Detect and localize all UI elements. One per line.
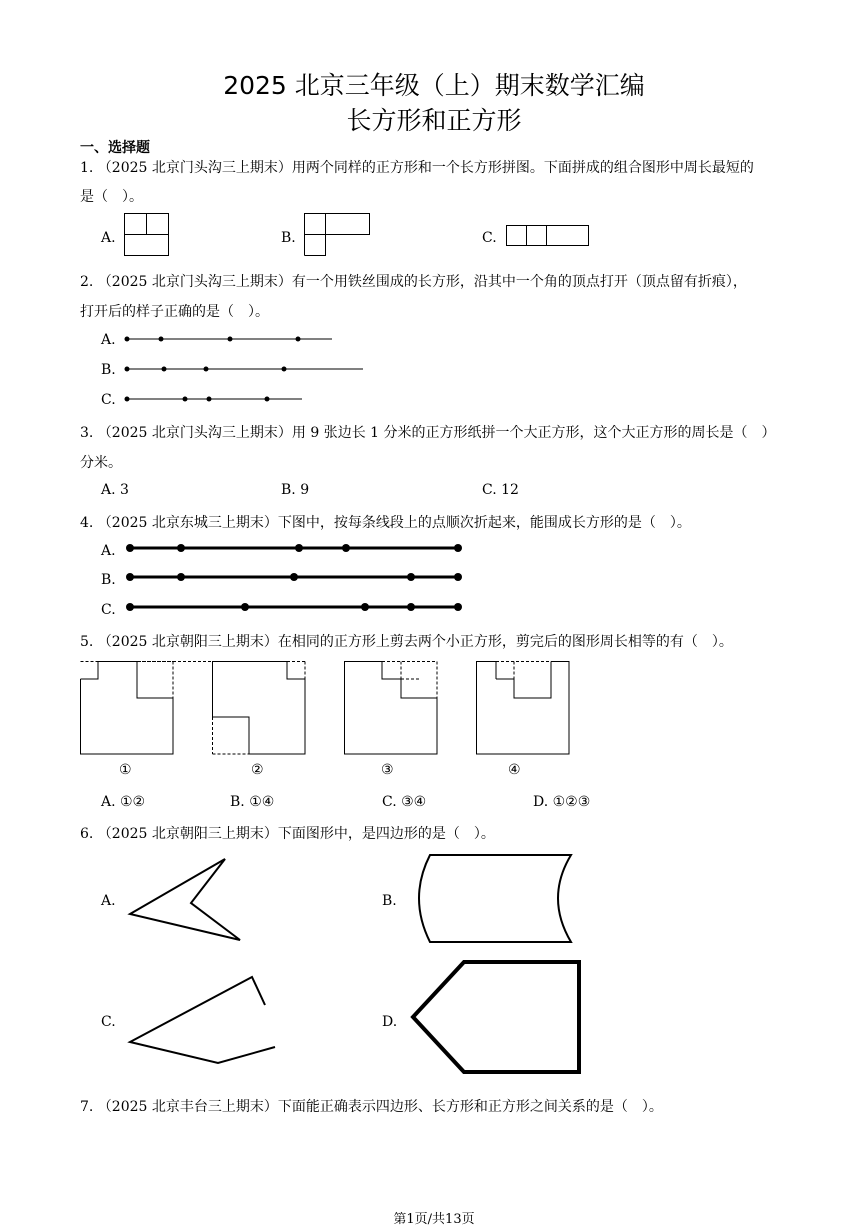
q5-figure-label-4: ④ xyxy=(508,762,521,778)
q4-option-a-label: A. xyxy=(101,543,116,559)
q3-option-c: C. 12 xyxy=(482,482,519,498)
q5-option-d: D. ①②③ xyxy=(533,794,591,810)
q5-text-line1: 5. （2025 北京朝阳三上期末）在相同的正方形上剪去两个小正方形，剪完后的图形周长相等的有（ ）。 xyxy=(80,634,733,650)
q1-figure-a xyxy=(124,213,172,257)
q5-figure-4 xyxy=(476,661,571,756)
q6-option-a-label: A. xyxy=(101,893,116,909)
q1-figure-c xyxy=(506,225,590,247)
q6-text-line1: 6. （2025 北京朝阳三上期末）下面图形中，是四边形的是（ ）。 xyxy=(80,826,495,842)
q6-figure-c xyxy=(125,972,280,1067)
q6-figure-d xyxy=(408,959,584,1079)
q2-figure-b xyxy=(120,362,370,376)
q6-figure-a xyxy=(125,855,245,945)
q4-text-line1: 4. （2025 北京东城三上期末）下图中，按每条线段上的点顺次折起来，能围成长方形的是（ ）。 xyxy=(80,515,691,531)
page-title: 2025 北京三年级（上）期末数学汇编 xyxy=(223,71,645,100)
page-footer: 第1页/共13页 xyxy=(393,1212,475,1227)
q2-option-a-label: A. xyxy=(101,332,116,348)
q6-option-d-label: D. xyxy=(382,1014,398,1030)
q3-text-line1: 3. （2025 北京门头沟三上期末）用 9 张边长 1 分米的正方形纸拼一个大正方形，这个大正方形的周长是（ ） xyxy=(80,425,776,441)
q4-option-c-label: C. xyxy=(101,602,116,618)
q5-option-b: B. ①④ xyxy=(230,794,275,810)
q4-option-b-label: B. xyxy=(101,572,116,588)
q5-figure-label-2: ② xyxy=(251,762,264,778)
q2-option-b-label: B. xyxy=(101,362,116,378)
q2-text-line2: 打开后的样子正确的是（ ）。 xyxy=(80,304,269,320)
q2-option-c-label: C. xyxy=(101,392,116,408)
q5-option-a: A. ①② xyxy=(101,794,146,810)
q4-figure-b xyxy=(124,570,466,584)
q1-option-b-label: B. xyxy=(281,230,296,246)
q6-option-c-label: C. xyxy=(101,1014,116,1030)
page-subtitle: 长方形和正方形 xyxy=(346,106,522,135)
q1-text-line2: 是（ ）。 xyxy=(80,189,143,205)
q5-figure-label-1: ① xyxy=(119,762,132,778)
q7-text-line1: 7. （2025 北京丰台三上期末）下面能正确表示四边形、长方形和正方形之间关系的是（ ）。 xyxy=(80,1099,663,1115)
q5-option-c: C. ③④ xyxy=(382,794,427,810)
q5-figure-label-3: ③ xyxy=(381,762,394,778)
q1-option-c-label: C. xyxy=(482,230,497,246)
q5-figure-3 xyxy=(344,661,439,756)
q6-figure-b xyxy=(405,853,577,947)
q2-text-line1: 2. （2025 北京门头沟三上期末）有一个用铁丝围成的长方形，沿其中一个角的顶点打开（顶点留有折痕）， xyxy=(80,274,747,290)
q1-option-a-label: A. xyxy=(101,230,116,246)
q5-figure-2 xyxy=(212,661,307,756)
q2-figure-c xyxy=(120,392,310,406)
q4-figure-a xyxy=(124,541,466,555)
q3-option-a: A. 3 xyxy=(101,482,129,498)
q3-option-b: B. 9 xyxy=(281,482,310,498)
q1-text-line1: 1. （2025 北京门头沟三上期末）用两个同样的正方形和一个长方形拼图。下面拼成的组合图形中周长最短的 xyxy=(80,160,754,176)
q2-figure-a xyxy=(120,332,340,346)
q6-option-b-label: B. xyxy=(382,893,397,909)
q4-figure-c xyxy=(124,600,466,614)
q1-figure-b xyxy=(304,213,372,257)
q5-figure-1 xyxy=(80,661,175,756)
section-heading: 一、选择题 xyxy=(80,140,150,156)
q3-text-line2: 分米。 xyxy=(80,455,122,471)
